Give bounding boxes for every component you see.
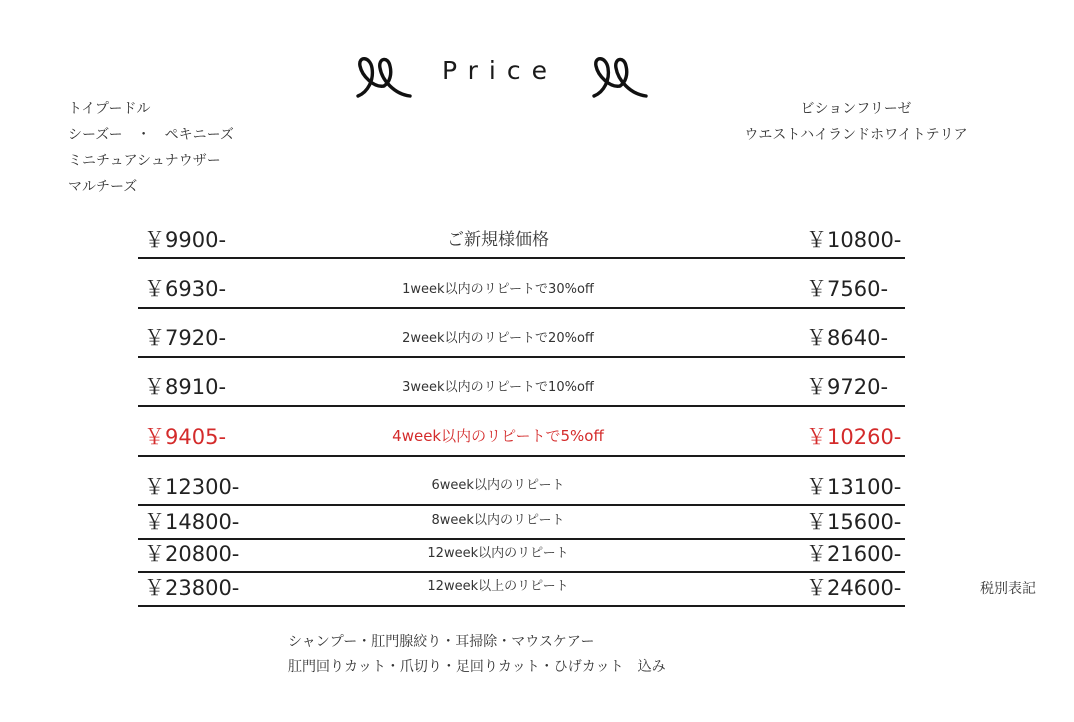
- breed-item: ミニチュアシュナウザー: [68, 153, 221, 169]
- price-right: ￥9720-: [806, 375, 889, 399]
- price-label: ご新規様価格: [447, 230, 549, 250]
- price-left: ￥9900-: [144, 228, 227, 252]
- price-left: ￥8910-: [144, 375, 227, 399]
- price-left: ￥12300-: [144, 475, 240, 499]
- price-label: 1week以内のリピートで30%off: [402, 282, 594, 297]
- price-left: ￥14800-: [144, 510, 240, 534]
- price-left: ￥23800-: [144, 576, 240, 600]
- price-row: [138, 222, 905, 259]
- price-row-highlight: [138, 407, 905, 457]
- breed-item: トイプードル: [68, 101, 151, 117]
- price-row: [138, 259, 905, 309]
- price-right: ￥24600-: [806, 576, 902, 600]
- breed-item: ビションフリーゼ: [800, 101, 912, 117]
- price-left: ￥20800-: [144, 542, 240, 566]
- price-right: ￥15600-: [806, 510, 902, 534]
- price-row: [138, 573, 905, 607]
- price-label: 8week以内のリピート: [431, 513, 565, 528]
- price-label: 2week以内のリピートで20%off: [402, 331, 594, 346]
- tax-note: 税別表記: [980, 581, 1036, 597]
- price-label: 3week以内のリピートで10%off: [402, 380, 594, 395]
- page-title: Price: [442, 56, 558, 85]
- price-left: ￥7920-: [144, 326, 227, 350]
- price-right: ￥8640-: [806, 326, 889, 350]
- price-right: ￥10800-: [806, 228, 902, 252]
- price-left: ￥6930-: [144, 277, 227, 301]
- breed-item: ウエストハイランドホワイトテリア: [744, 127, 968, 143]
- price-row: [138, 309, 905, 358]
- price-label: 12week以上のリピート: [427, 579, 569, 594]
- price-row: [138, 506, 905, 540]
- price-right: ￥21600-: [806, 542, 902, 566]
- breed-list-small: [68, 96, 234, 200]
- price-label: 12week以内のリピート: [427, 546, 569, 561]
- ribbon-ornament-icon: [590, 48, 652, 100]
- price-right: ￥13100-: [806, 475, 902, 499]
- price-row: [138, 358, 905, 407]
- price-label: 6week以内のリピート: [431, 478, 565, 493]
- price-label: 4week以内のリピートで5%off: [392, 427, 604, 445]
- inclusion-line: 肛門回りカット・爪切り・足回りカット・ひげカット 込み: [288, 659, 666, 675]
- breed-item: シーズー ・ ペキニーズ: [68, 127, 234, 143]
- breed-item: マルチーズ: [68, 179, 138, 195]
- price-right: ￥10260-: [806, 425, 902, 449]
- ribbon-ornament-icon: [354, 48, 416, 100]
- inclusion-line: シャンプー・肛門腺絞り・耳掃除・マウスケアー: [288, 634, 595, 650]
- price-row: [138, 540, 905, 573]
- price-row: [138, 457, 905, 506]
- price-left: ￥9405-: [144, 425, 227, 449]
- service-inclusions: [288, 630, 666, 680]
- breed-list-large: [700, 96, 1012, 148]
- page-header: [350, 46, 660, 102]
- price-right: ￥7560-: [806, 277, 889, 301]
